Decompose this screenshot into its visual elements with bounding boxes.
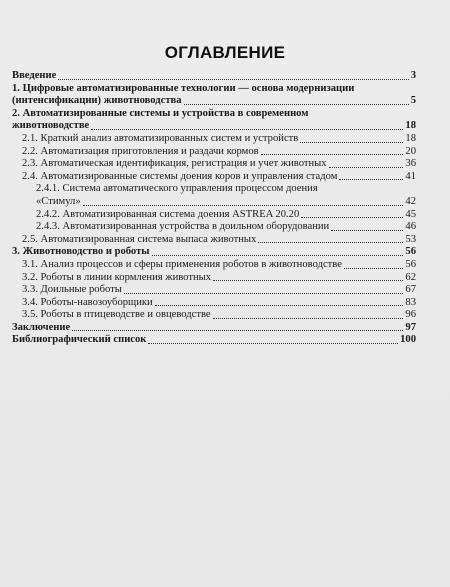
toc-entry[interactable] [12,70,416,83]
dot-leader [148,343,398,344]
toc-entry[interactable] [12,120,416,133]
toc-entry-title: Введение [12,70,57,81]
toc-entry-page-number: 97 [405,321,416,333]
toc-entry-title: 2.4.3. Автоматизированная устройства в доильном оборудовании [36,221,330,233]
table-of-contents [12,70,416,347]
dot-leader [72,330,403,331]
toc-entry[interactable] [12,259,416,272]
page-title: ОГЛАВЛЕНИЕ [164,43,286,62]
toc-entry[interactable] [12,95,416,108]
toc-entry-page-number: 83 [405,296,416,308]
toc-entry-page-number: 96 [405,309,416,321]
toc-entry-page-number: 18 [405,132,416,144]
toc-entry-page-number: 3 [410,70,416,81]
dot-leader [155,305,404,306]
toc-entry-title: (интенсификации) животноводства [12,95,182,107]
dot-leader [83,205,404,206]
toc-entry[interactable] [12,309,416,322]
toc-entry[interactable] [12,171,416,184]
toc-entry-title: 2.1. Краткий анализ автоматизированных систем и устройств [22,132,299,144]
toc-entry-page-number: 36 [405,158,416,170]
toc-entry-page-number: 67 [405,284,416,296]
toc-entry[interactable] [12,209,416,222]
dot-leader [152,255,404,256]
toc-entry[interactable] [12,158,416,171]
toc-entry-page-number: 53 [405,233,416,245]
toc-entry[interactable] [12,284,416,297]
toc-entry-title: 3.2. Роботы в линии кормления животных [22,271,212,283]
toc-entry-title: животноводстве [12,120,90,132]
dot-leader [258,242,403,243]
dot-leader [344,268,403,269]
dot-leader [213,318,404,319]
dot-leader [329,167,404,168]
toc-entry[interactable] [12,334,416,347]
dot-leader [91,129,403,130]
toc-entry-page-number: 100 [400,334,416,346]
toc-entry-line1: 2. Автоматизированные системы и устройства в современном [12,107,309,119]
toc-entry-page-number: 42 [405,195,416,207]
toc-entry[interactable] [12,297,416,310]
toc-entry[interactable] [12,246,416,259]
dot-leader [184,104,409,105]
toc-entry[interactable] [12,272,416,285]
toc-entry[interactable] [12,196,416,209]
toc-entry-page-number: 56 [405,258,416,270]
toc-entry-title: 2.3. Автоматическая идентификация, регистрация и учет животных [22,158,327,170]
toc-entry-page-number: 41 [405,170,416,182]
toc-entry-page-number: 20 [405,145,416,157]
dot-leader [300,142,403,143]
toc-entry-page-number: 5 [410,95,416,107]
toc-entry-title: 2.4. Автоматизированные системы доения коров и управления стадом [22,170,338,182]
toc-entry-title: 3.3. Доильные роботы [22,284,122,296]
dot-leader [261,154,404,155]
toc-entry-title: «Стимул» [36,195,81,207]
toc-entry-line1: 2.4.1. Система автоматического управления процессом доения [36,183,318,195]
toc-entry-title: 3.4. Роботы-навозоуборщики [22,296,153,308]
dot-leader [339,179,403,180]
toc-entry-title: 2.2. Автоматизация приготовления и раздачи кормов [22,145,259,157]
toc-entry-title: 3.1. Анализ процессов и сферы применения роботов в животноводстве [22,258,342,270]
toc-entry-page-number: 45 [405,208,416,220]
dot-leader [331,230,403,231]
toc-entry-page-number: 62 [405,271,416,283]
toc-entry[interactable] [12,133,416,146]
toc-entry[interactable] [12,146,416,159]
toc-entry-line1: 1. Цифровые автоматизированные технологии — основа модернизации [12,82,355,94]
toc-entry-title: 3.5. Роботы в птицеводстве и овцеводстве [22,309,211,321]
toc-entry-page-number: 18 [405,120,416,132]
toc-entry[interactable] [12,234,416,247]
dot-leader [213,280,403,281]
toc-entry-title: 2.4.2. Автоматизированная система доения ASTREA 20.20 [36,208,300,220]
toc-entry-title: 3. Животноводство и роботы [12,246,150,258]
toc-entry-page-number: 56 [405,246,416,258]
dot-leader [58,79,408,80]
toc-entry-title: Заключение [12,321,71,333]
toc-entry-title: 2.5. Автоматизированная система выпаса животных [22,233,257,245]
dot-leader [124,293,404,294]
toc-entry[interactable] [12,221,416,234]
toc-entry[interactable] [12,322,416,335]
toc-entry-title: Библиографический список [12,334,147,346]
dot-leader [301,217,403,218]
toc-entry-page-number: 46 [405,221,416,233]
